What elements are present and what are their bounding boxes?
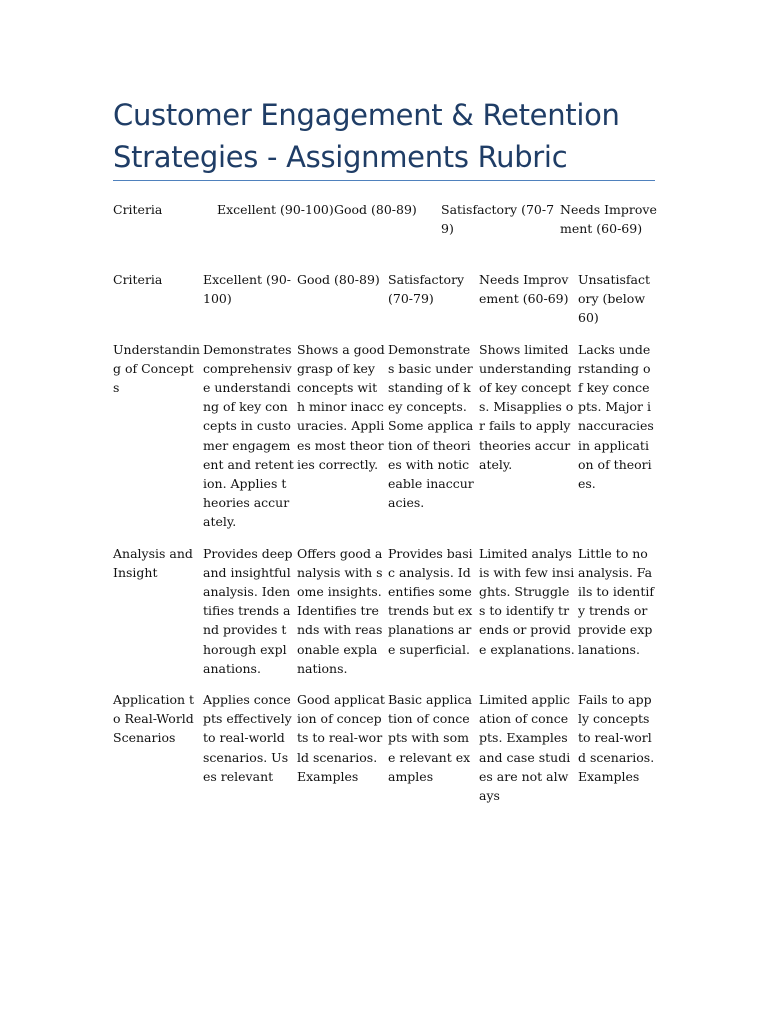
table-row [113,544,658,690]
column-header-unsatisfactory: Unsatisfactory (below 60) [578,272,650,326]
header-cell-needs-improvement: Needs Improvement (60-69) [560,202,657,237]
rubric-header-row [113,270,658,340]
criteria-cell: Understanding of Concepts [113,341,200,396]
column-header-excellent: Excellent (90-100) [203,272,292,307]
column-header-criteria: Criteria [113,272,163,287]
needs-improvement-cell: Shows limited understanding of key concepts. Misapplies or fails to apply theories accurately. [479,341,574,472]
needs-improvement-cell: Limited analysis with few insights. Struggles to identify trends or provide explanations. [479,545,575,657]
unsatisfactory-cell: Fails to apply concepts to real-world scenarios. Examples [578,692,655,784]
title-underline [113,180,655,181]
header-table-row [113,200,658,252]
satisfactory-cell: Provides basic analysis. Identifies some trends but explanations are superficial. [388,545,473,657]
header-cell-criteria: Criteria [113,202,163,217]
unsatisfactory-cell: Little to no analysis. Fails to identify trends or provide explanations. [578,545,655,657]
table-row [113,690,658,817]
excellent-cell: Demonstrates comprehensive understanding of key concepts in customer engagement and retention. Applies theories accurately. [203,341,294,530]
column-header-needs-improvement: Needs Improvement (60-69) [479,272,569,307]
satisfactory-cell: Demonstrates basic understanding of key concepts. Some application of theories with noticeable inaccuracies. [388,341,474,511]
table-row [113,340,658,544]
criteria-cell: Analysis and Insight [113,545,193,580]
header-cell-good: Good (80-89) [334,202,417,217]
excellent-cell: Applies concepts effectively to real-world scenarios. Uses relevant [203,692,292,784]
header-cell-excellent: Excellent (90-100) [217,202,334,217]
column-header-good: Good (80-89) [297,272,380,287]
unsatisfactory-cell: Lacks understanding of key concepts. Major inaccuracies in application of theories. [578,341,654,492]
satisfactory-cell: Basic application of concepts with some relevant examples [388,692,472,784]
needs-improvement-cell: Limited application of concepts. Examples and case studies are not always [479,692,571,804]
good-cell: Offers good analysis with some insights. Identifies trends with reasonable explanations. [297,545,383,676]
header-table [113,200,658,252]
column-header-satisfactory: Satisfactory (70-79) [388,272,465,307]
good-cell: Shows a good grasp of key concepts with minor inaccuracies. Applies most theories correctly. [297,341,385,472]
excellent-cell: Provides deep and insightful analysis. Identifies trends and provides thorough explanations. [203,545,293,676]
good-cell: Good application of concepts to real-world scenarios. Examples [297,692,385,784]
header-cell-satisfactory: Satisfactory (70-79) [441,202,555,237]
criteria-cell: Application to Real-World Scenarios [113,692,195,746]
document-title: Customer Engagement & Retention Strategies - Assignments Rubric [113,98,620,174]
rubric-table [113,270,658,817]
